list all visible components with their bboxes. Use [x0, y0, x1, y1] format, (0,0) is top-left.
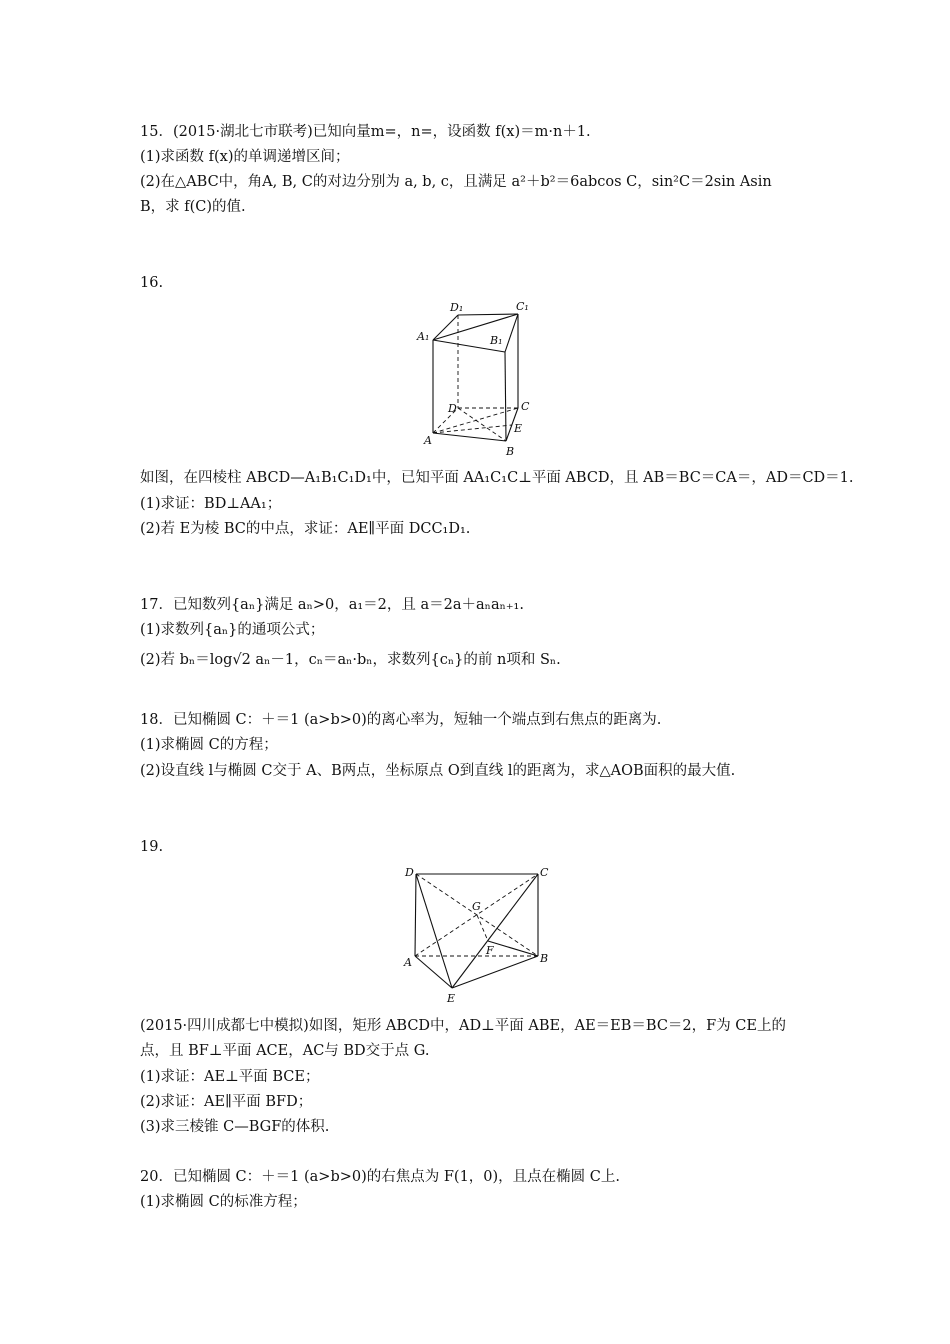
- problem-18-line-2: (1)求椭圆 C的方程；: [140, 737, 278, 753]
- problem-16-line-2: (1)求证：BD⊥AA₁；: [140, 496, 282, 512]
- problem-18-line-1: 18．已知椭圆 C：＋＝1 (a>b>0)的离心率为，短轴一个端点到右焦点的距离为.: [140, 712, 662, 728]
- problem-17-line-2: (1)求数列{aₙ}的通项公式；: [140, 622, 325, 638]
- problem-20-line-2: (1)求椭圆 C的标准方程；: [140, 1194, 307, 1210]
- problem-19-number: 19.: [140, 839, 164, 855]
- problem-15-line-1: 15．(2015·湖北七市联考)已知向量m=，n=，设函数 f(x)＝m·n＋1.: [140, 124, 591, 140]
- problem-20-line-1: 20．已知椭圆 C：＋＝1 (a>b>0)的右焦点为 F(1，0)，且点在椭圆 C上.: [140, 1169, 620, 1185]
- label-B: B: [540, 952, 549, 965]
- label-F: F: [486, 944, 494, 957]
- label-D1: D₁: [450, 301, 464, 314]
- label-A: A: [424, 434, 432, 447]
- problem-16-number: 16.: [140, 275, 164, 291]
- problem-15-line-4: B，求 f(C)的值.: [140, 199, 246, 215]
- problem-15-line-3: (2)在△ABC中，角A, B, C的对边分别为 a, b, c，且满足 a²＋b²＝6abcos C，sin²C＝2sin Asin: [140, 174, 772, 190]
- label-G: G: [472, 900, 481, 913]
- label-A1: A₁: [417, 330, 430, 343]
- problem-16-line-3: (2)若 E为棱 BC的中点，求证：AE∥平面 DCC₁D₁.: [140, 521, 471, 537]
- label-D: D: [405, 866, 414, 879]
- label-E: E: [447, 992, 456, 1005]
- label-E: E: [514, 422, 523, 435]
- problem-17-line-1: 17．已知数列{aₙ}满足 aₙ>0，a₁＝2，且 a＝2a＋aₙaₙ₊₁.: [140, 597, 524, 613]
- problem-16-line-1: 如图，在四棱柱 ABCD—A₁B₁C₁D₁中，已知平面 AA₁C₁C⊥平面 ABCD，且 AB＝BC＝CA＝，AD＝CD＝1.: [140, 470, 854, 486]
- problem-19-line-2: 点，且 BF⊥平面 ACE，AC与 BD交于点 G.: [140, 1043, 430, 1059]
- problem-15-line-2: (1)求函数 f(x)的单调递增区间；: [140, 149, 350, 165]
- problem-19-line-1: (2015·四川成都七中模拟)如图，矩形 ABCD中，AD⊥平面 ABE，AE＝EB＝BC＝2，F为 CE上的: [140, 1018, 786, 1034]
- label-C: C: [521, 400, 530, 413]
- label-D: D: [448, 402, 457, 415]
- problem-17-line-3: (2)若 bₙ＝log√2 aₙ－1，cₙ＝aₙ·bₙ，求数列{cₙ}的前 n项和 Sₙ.: [140, 652, 561, 668]
- problem-19-line-3: (1)求证：AE⊥平面 BCE；: [140, 1069, 320, 1085]
- label-B: B: [506, 445, 515, 458]
- rect-pyramid-figure: [400, 862, 560, 1007]
- label-B1: B₁: [490, 334, 503, 347]
- label-A: A: [404, 956, 412, 969]
- prism-figure: [410, 300, 545, 460]
- problem-19-line-4: (2)求证：AE∥平面 BFD；: [140, 1094, 313, 1110]
- label-C: C: [540, 866, 549, 879]
- problem-18-line-3: (2)设直线 l与椭圆 C交于 A、B两点，坐标原点 O到直线 l的距离为，求△AOB面积的最大值.: [140, 763, 736, 779]
- label-C1: C₁: [516, 300, 529, 313]
- problem-19-line-5: (3)求三棱锥 C—BGF的体积.: [140, 1119, 330, 1135]
